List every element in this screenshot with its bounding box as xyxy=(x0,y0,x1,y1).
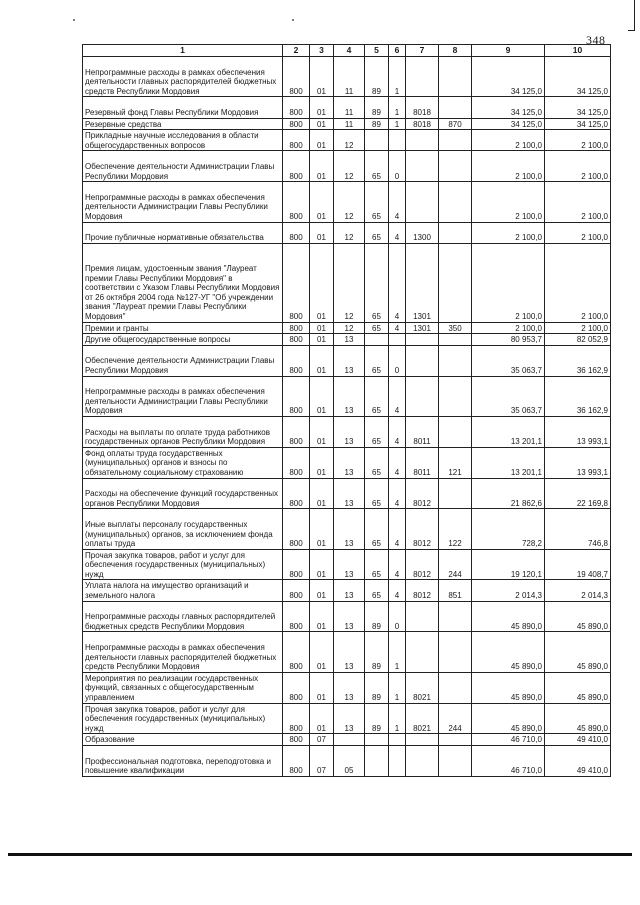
code-section: 01 xyxy=(310,57,334,97)
code-program xyxy=(365,334,389,346)
amount-year-1: 2 100,0 xyxy=(472,151,545,182)
code-section: 01 xyxy=(310,118,334,130)
code-subprogram: 4 xyxy=(389,478,406,509)
code-expense-type xyxy=(439,416,472,447)
code-subsection: 11 xyxy=(334,57,365,97)
code-expense-type xyxy=(439,478,472,509)
code-article xyxy=(406,734,439,746)
code-chapter: 800 xyxy=(283,509,310,549)
column-header: 8 xyxy=(439,45,472,57)
code-subsection: 12 xyxy=(334,151,365,182)
amount-year-2: 2 100,0 xyxy=(545,130,611,151)
column-header: 3 xyxy=(310,45,334,57)
code-section: 01 xyxy=(310,322,334,334)
code-program: 89 xyxy=(365,57,389,97)
code-expense-type xyxy=(439,182,472,222)
table-row xyxy=(83,734,611,746)
amount-year-1: 2 100,0 xyxy=(472,222,545,243)
amount-year-1: 45 890,0 xyxy=(472,632,545,672)
code-subsection: 13 xyxy=(334,447,365,478)
code-program: 89 xyxy=(365,703,389,734)
code-section: 07 xyxy=(310,746,334,777)
corner-crop-mark xyxy=(628,0,635,31)
code-section: 01 xyxy=(310,130,334,151)
footer-rule xyxy=(8,853,632,856)
code-chapter: 800 xyxy=(283,151,310,182)
code-expense-type: 122 xyxy=(439,509,472,549)
amount-year-2: 34 125,0 xyxy=(545,97,611,118)
code-section: 01 xyxy=(310,97,334,118)
code-subsection: 13 xyxy=(334,672,365,703)
amount-year-2: 2 100,0 xyxy=(545,243,611,322)
code-expense-type: 870 xyxy=(439,118,472,130)
amount-year-1: 2 100,0 xyxy=(472,130,545,151)
row-name: Прочие публичные нормативные обязательства xyxy=(83,222,283,243)
amount-year-1: 46 710,0 xyxy=(472,746,545,777)
amount-year-1: 45 890,0 xyxy=(472,601,545,632)
code-expense-type: 350 xyxy=(439,322,472,334)
code-subprogram xyxy=(389,334,406,346)
row-name: Премия лицам, удостоенным звания "Лауреат премии Главы Республики Мордовия" в соответствии с Указом Главы Республики Мордовия от 26 октября 2004 года №127-УГ "Об учреждении звания "Лауреат премии Главы Республики Мордовия" xyxy=(83,243,283,322)
row-name: Прочая закупка товаров, работ и услуг для обеспечения государственных (муниципальных) нужд xyxy=(83,549,283,580)
code-chapter: 800 xyxy=(283,118,310,130)
code-section: 01 xyxy=(310,601,334,632)
code-subprogram: 4 xyxy=(389,416,406,447)
amount-year-2: 34 125,0 xyxy=(545,57,611,97)
column-header: 9 xyxy=(472,45,545,57)
amount-year-2: 36 162,9 xyxy=(545,376,611,416)
code-article: 8012 xyxy=(406,580,439,601)
code-subsection: 13 xyxy=(334,376,365,416)
code-program xyxy=(365,130,389,151)
amount-year-2: 34 125,0 xyxy=(545,118,611,130)
code-program: 65 xyxy=(365,182,389,222)
amount-year-2: 45 890,0 xyxy=(545,632,611,672)
table-row xyxy=(83,746,611,777)
code-subprogram: 0 xyxy=(389,151,406,182)
code-program: 65 xyxy=(365,243,389,322)
code-program: 65 xyxy=(365,478,389,509)
code-expense-type xyxy=(439,130,472,151)
code-expense-type xyxy=(439,151,472,182)
code-article xyxy=(406,151,439,182)
code-subprogram: 1 xyxy=(389,57,406,97)
table-row xyxy=(83,632,611,672)
code-subsection xyxy=(334,734,365,746)
code-expense-type xyxy=(439,734,472,746)
code-chapter: 800 xyxy=(283,632,310,672)
code-expense-type xyxy=(439,672,472,703)
amount-year-2: 13 993,1 xyxy=(545,447,611,478)
table-row xyxy=(83,345,611,376)
code-section: 01 xyxy=(310,509,334,549)
amount-year-1: 35 063,7 xyxy=(472,376,545,416)
code-section: 01 xyxy=(310,672,334,703)
code-article xyxy=(406,57,439,97)
code-chapter: 800 xyxy=(283,734,310,746)
code-subprogram: 4 xyxy=(389,447,406,478)
code-article xyxy=(406,182,439,222)
code-subprogram: 0 xyxy=(389,345,406,376)
table-row xyxy=(83,334,611,346)
code-chapter: 800 xyxy=(283,703,310,734)
column-header: 4 xyxy=(334,45,365,57)
code-article xyxy=(406,334,439,346)
code-chapter: 800 xyxy=(283,57,310,97)
code-subsection: 12 xyxy=(334,222,365,243)
code-chapter: 800 xyxy=(283,416,310,447)
amount-year-1: 35 063,7 xyxy=(472,345,545,376)
code-subsection: 13 xyxy=(334,703,365,734)
amount-year-1: 46 710,0 xyxy=(472,734,545,746)
code-article: 8012 xyxy=(406,478,439,509)
table-row xyxy=(83,322,611,334)
page-number: 348 xyxy=(586,33,606,47)
code-expense-type xyxy=(439,601,472,632)
code-expense-type xyxy=(439,243,472,322)
table-row xyxy=(83,376,611,416)
code-program: 65 xyxy=(365,222,389,243)
code-article xyxy=(406,601,439,632)
table-row xyxy=(83,478,611,509)
code-section: 01 xyxy=(310,549,334,580)
row-name: Обеспечение деятельности Администрации Главы Республики Мордовия xyxy=(83,151,283,182)
row-name: Расходы на выплаты по оплате труда работников государственных органов Республики Мордовия xyxy=(83,416,283,447)
code-program: 89 xyxy=(365,672,389,703)
code-subsection: 12 xyxy=(334,182,365,222)
code-section: 01 xyxy=(310,345,334,376)
code-subsection: 13 xyxy=(334,580,365,601)
code-article: 8011 xyxy=(406,416,439,447)
code-chapter: 800 xyxy=(283,580,310,601)
budget-table xyxy=(82,44,611,777)
amount-year-2: 746,8 xyxy=(545,509,611,549)
row-name: Непрограммные расходы в рамках обеспечения деятельности Администрации Главы Республики Мордовия xyxy=(83,182,283,222)
code-subprogram: 4 xyxy=(389,509,406,549)
code-program: 65 xyxy=(365,549,389,580)
amount-year-1: 34 125,0 xyxy=(472,97,545,118)
amount-year-1: 45 890,0 xyxy=(472,703,545,734)
row-name: Непрограммные расходы в рамках обеспечения деятельности главных распорядителей бюджетных средств Республики Мордовия xyxy=(83,57,283,97)
row-name: Резервный фонд Главы Республики Мордовия xyxy=(83,97,283,118)
table-row xyxy=(83,130,611,151)
amount-year-2: 45 890,0 xyxy=(545,672,611,703)
table-row xyxy=(83,151,611,182)
code-article: 1301 xyxy=(406,243,439,322)
code-section: 01 xyxy=(310,580,334,601)
amount-year-2: 13 993,1 xyxy=(545,416,611,447)
table-row xyxy=(83,509,611,549)
code-chapter: 800 xyxy=(283,130,310,151)
code-program: 89 xyxy=(365,97,389,118)
table-row xyxy=(83,580,611,601)
table-row xyxy=(83,243,611,322)
amount-year-1: 2 100,0 xyxy=(472,182,545,222)
amount-year-1: 34 125,0 xyxy=(472,57,545,97)
code-chapter: 800 xyxy=(283,222,310,243)
amount-year-1: 2 100,0 xyxy=(472,243,545,322)
code-section: 01 xyxy=(310,243,334,322)
code-chapter: 800 xyxy=(283,243,310,322)
amount-year-2: 45 890,0 xyxy=(545,601,611,632)
code-subprogram xyxy=(389,130,406,151)
code-expense-type xyxy=(439,334,472,346)
amount-year-1: 2 100,0 xyxy=(472,322,545,334)
code-expense-type: 851 xyxy=(439,580,472,601)
amount-year-1: 728,2 xyxy=(472,509,545,549)
code-subprogram: 0 xyxy=(389,601,406,632)
row-name: Уплата налога на имущество организаций и земельного налога xyxy=(83,580,283,601)
code-subprogram: 4 xyxy=(389,182,406,222)
amount-year-2: 2 100,0 xyxy=(545,322,611,334)
amount-year-2: 49 410,0 xyxy=(545,746,611,777)
column-header: 1 xyxy=(83,45,283,57)
amount-year-2: 22 169,8 xyxy=(545,478,611,509)
code-chapter: 800 xyxy=(283,322,310,334)
amount-year-2: 36 162,9 xyxy=(545,345,611,376)
table-row xyxy=(83,447,611,478)
amount-year-1: 19 120,1 xyxy=(472,549,545,580)
row-name: Непрограммные расходы в рамках обеспечения деятельности главных распорядителей бюджетных средств Республики Мордовия xyxy=(83,632,283,672)
amount-year-1: 45 890,0 xyxy=(472,672,545,703)
code-section: 01 xyxy=(310,416,334,447)
row-name: Непрограммные расходы в рамках обеспечения деятельности Администрации Главы Республики Мордовия xyxy=(83,376,283,416)
table-row xyxy=(83,672,611,703)
amount-year-2: 2 100,0 xyxy=(545,151,611,182)
code-subprogram: 1 xyxy=(389,118,406,130)
code-expense-type xyxy=(439,57,472,97)
code-article: 8012 xyxy=(406,549,439,580)
code-article xyxy=(406,632,439,672)
amount-year-1: 80 953,7 xyxy=(472,334,545,346)
code-program xyxy=(365,734,389,746)
column-header: 6 xyxy=(389,45,406,57)
code-article: 8021 xyxy=(406,703,439,734)
code-section: 01 xyxy=(310,632,334,672)
code-subsection: 12 xyxy=(334,130,365,151)
code-chapter: 800 xyxy=(283,549,310,580)
amount-year-2: 2 100,0 xyxy=(545,222,611,243)
table-row xyxy=(83,97,611,118)
table-row xyxy=(83,549,611,580)
row-name: Прикладные научные исследования в области общегосударственных вопросов xyxy=(83,130,283,151)
code-program: 89 xyxy=(365,632,389,672)
column-header: 2 xyxy=(283,45,310,57)
code-article xyxy=(406,130,439,151)
row-name: Мероприятия по реализации государственных функций, связанных с общегосударственным управлением xyxy=(83,672,283,703)
code-subsection: 13 xyxy=(334,549,365,580)
amount-year-2: 49 410,0 xyxy=(545,734,611,746)
code-section: 01 xyxy=(310,703,334,734)
amount-year-1: 34 125,0 xyxy=(472,118,545,130)
code-program: 65 xyxy=(365,509,389,549)
amount-year-1: 13 201,1 xyxy=(472,447,545,478)
code-subsection: 05 xyxy=(334,746,365,777)
code-subprogram: 4 xyxy=(389,376,406,416)
row-name: Фонд оплаты труда государственных (муниципальных) органов и взносы по обязательному социальному страхованию xyxy=(83,447,283,478)
code-program: 65 xyxy=(365,447,389,478)
table-row xyxy=(83,601,611,632)
code-chapter: 800 xyxy=(283,672,310,703)
row-name: Расходы на обеспечение функций государственных органов Республики Мордовия xyxy=(83,478,283,509)
table-row xyxy=(83,57,611,97)
code-subsection: 11 xyxy=(334,97,365,118)
code-chapter: 800 xyxy=(283,746,310,777)
code-expense-type: 244 xyxy=(439,549,472,580)
code-chapter: 800 xyxy=(283,376,310,416)
code-subsection: 11 xyxy=(334,118,365,130)
code-subprogram: 4 xyxy=(389,243,406,322)
code-article xyxy=(406,345,439,376)
row-name: Профессиональная подготовка, переподготовка и повышение квалификации xyxy=(83,746,283,777)
code-chapter: 800 xyxy=(283,97,310,118)
code-subprogram: 1 xyxy=(389,672,406,703)
table-row xyxy=(83,416,611,447)
row-name: Прочая закупка товаров, работ и услуг для обеспечения государственных (муниципальных) нужд xyxy=(83,703,283,734)
amount-year-2: 2 014,3 xyxy=(545,580,611,601)
amount-year-1: 13 201,1 xyxy=(472,416,545,447)
code-program: 65 xyxy=(365,416,389,447)
table-row xyxy=(83,222,611,243)
code-article: 8018 xyxy=(406,118,439,130)
code-program: 89 xyxy=(365,118,389,130)
code-expense-type xyxy=(439,632,472,672)
code-article: 8011 xyxy=(406,447,439,478)
code-program: 89 xyxy=(365,601,389,632)
code-program: 65 xyxy=(365,345,389,376)
code-article: 8018 xyxy=(406,97,439,118)
code-expense-type xyxy=(439,345,472,376)
amount-year-1: 21 862,6 xyxy=(472,478,545,509)
table-header-row xyxy=(83,45,611,57)
code-subprogram: 4 xyxy=(389,322,406,334)
code-section: 01 xyxy=(310,334,334,346)
code-chapter: 800 xyxy=(283,478,310,509)
amount-year-2: 2 100,0 xyxy=(545,182,611,222)
code-article: 8012 xyxy=(406,509,439,549)
code-subsection: 13 xyxy=(334,601,365,632)
code-article xyxy=(406,376,439,416)
code-subsection: 13 xyxy=(334,632,365,672)
code-subsection: 13 xyxy=(334,334,365,346)
code-subprogram: 4 xyxy=(389,580,406,601)
code-section: 01 xyxy=(310,478,334,509)
code-program: 65 xyxy=(365,322,389,334)
code-expense-type xyxy=(439,97,472,118)
code-subprogram: 1 xyxy=(389,703,406,734)
table-row xyxy=(83,703,611,734)
code-section: 01 xyxy=(310,222,334,243)
code-subsection: 12 xyxy=(334,243,365,322)
code-subprogram xyxy=(389,734,406,746)
row-name: Образование xyxy=(83,734,283,746)
table-row xyxy=(83,118,611,130)
scan-speck xyxy=(292,19,294,21)
scan-speck xyxy=(73,19,75,21)
row-name: Обеспечение деятельности Администрации Главы Республики Мордовия xyxy=(83,345,283,376)
row-name: Другие общегосударственные вопросы xyxy=(83,334,283,346)
table-row xyxy=(83,182,611,222)
code-subprogram: 4 xyxy=(389,549,406,580)
row-name: Иные выплаты персоналу государственных (муниципальных) органов, за исключением фонда оплаты труда xyxy=(83,509,283,549)
code-subsection: 13 xyxy=(334,478,365,509)
amount-year-2: 82 052,9 xyxy=(545,334,611,346)
code-program: 65 xyxy=(365,151,389,182)
code-program xyxy=(365,746,389,777)
amount-year-2: 45 890,0 xyxy=(545,703,611,734)
table-body xyxy=(83,57,611,777)
amount-year-1: 2 014,3 xyxy=(472,580,545,601)
code-subsection: 12 xyxy=(334,322,365,334)
code-program: 65 xyxy=(365,580,389,601)
row-name: Непрограммные расходы главных распорядителей бюджетных средств Республики Мордовия xyxy=(83,601,283,632)
amount-year-2: 19 408,7 xyxy=(545,549,611,580)
code-section: 07 xyxy=(310,734,334,746)
code-expense-type: 121 xyxy=(439,447,472,478)
row-name: Резервные средства xyxy=(83,118,283,130)
code-subsection: 13 xyxy=(334,509,365,549)
code-article xyxy=(406,746,439,777)
code-expense-type xyxy=(439,222,472,243)
code-chapter: 800 xyxy=(283,447,310,478)
code-program: 65 xyxy=(365,376,389,416)
code-subprogram: 1 xyxy=(389,632,406,672)
code-subsection: 13 xyxy=(334,345,365,376)
code-section: 01 xyxy=(310,376,334,416)
code-subprogram xyxy=(389,746,406,777)
code-expense-type: 244 xyxy=(439,703,472,734)
code-section: 01 xyxy=(310,182,334,222)
code-chapter: 800 xyxy=(283,334,310,346)
code-subprogram: 1 xyxy=(389,97,406,118)
code-article: 1300 xyxy=(406,222,439,243)
code-section: 01 xyxy=(310,151,334,182)
code-chapter: 800 xyxy=(283,345,310,376)
code-subprogram: 4 xyxy=(389,222,406,243)
code-chapter: 800 xyxy=(283,601,310,632)
row-name: Премии и гранты xyxy=(83,322,283,334)
code-article: 8021 xyxy=(406,672,439,703)
code-chapter: 800 xyxy=(283,182,310,222)
code-article: 1301 xyxy=(406,322,439,334)
column-header: 5 xyxy=(365,45,389,57)
code-expense-type xyxy=(439,376,472,416)
column-header: 10 xyxy=(545,45,611,57)
code-subsection: 13 xyxy=(334,416,365,447)
code-expense-type xyxy=(439,746,472,777)
code-section: 01 xyxy=(310,447,334,478)
column-header: 7 xyxy=(406,45,439,57)
